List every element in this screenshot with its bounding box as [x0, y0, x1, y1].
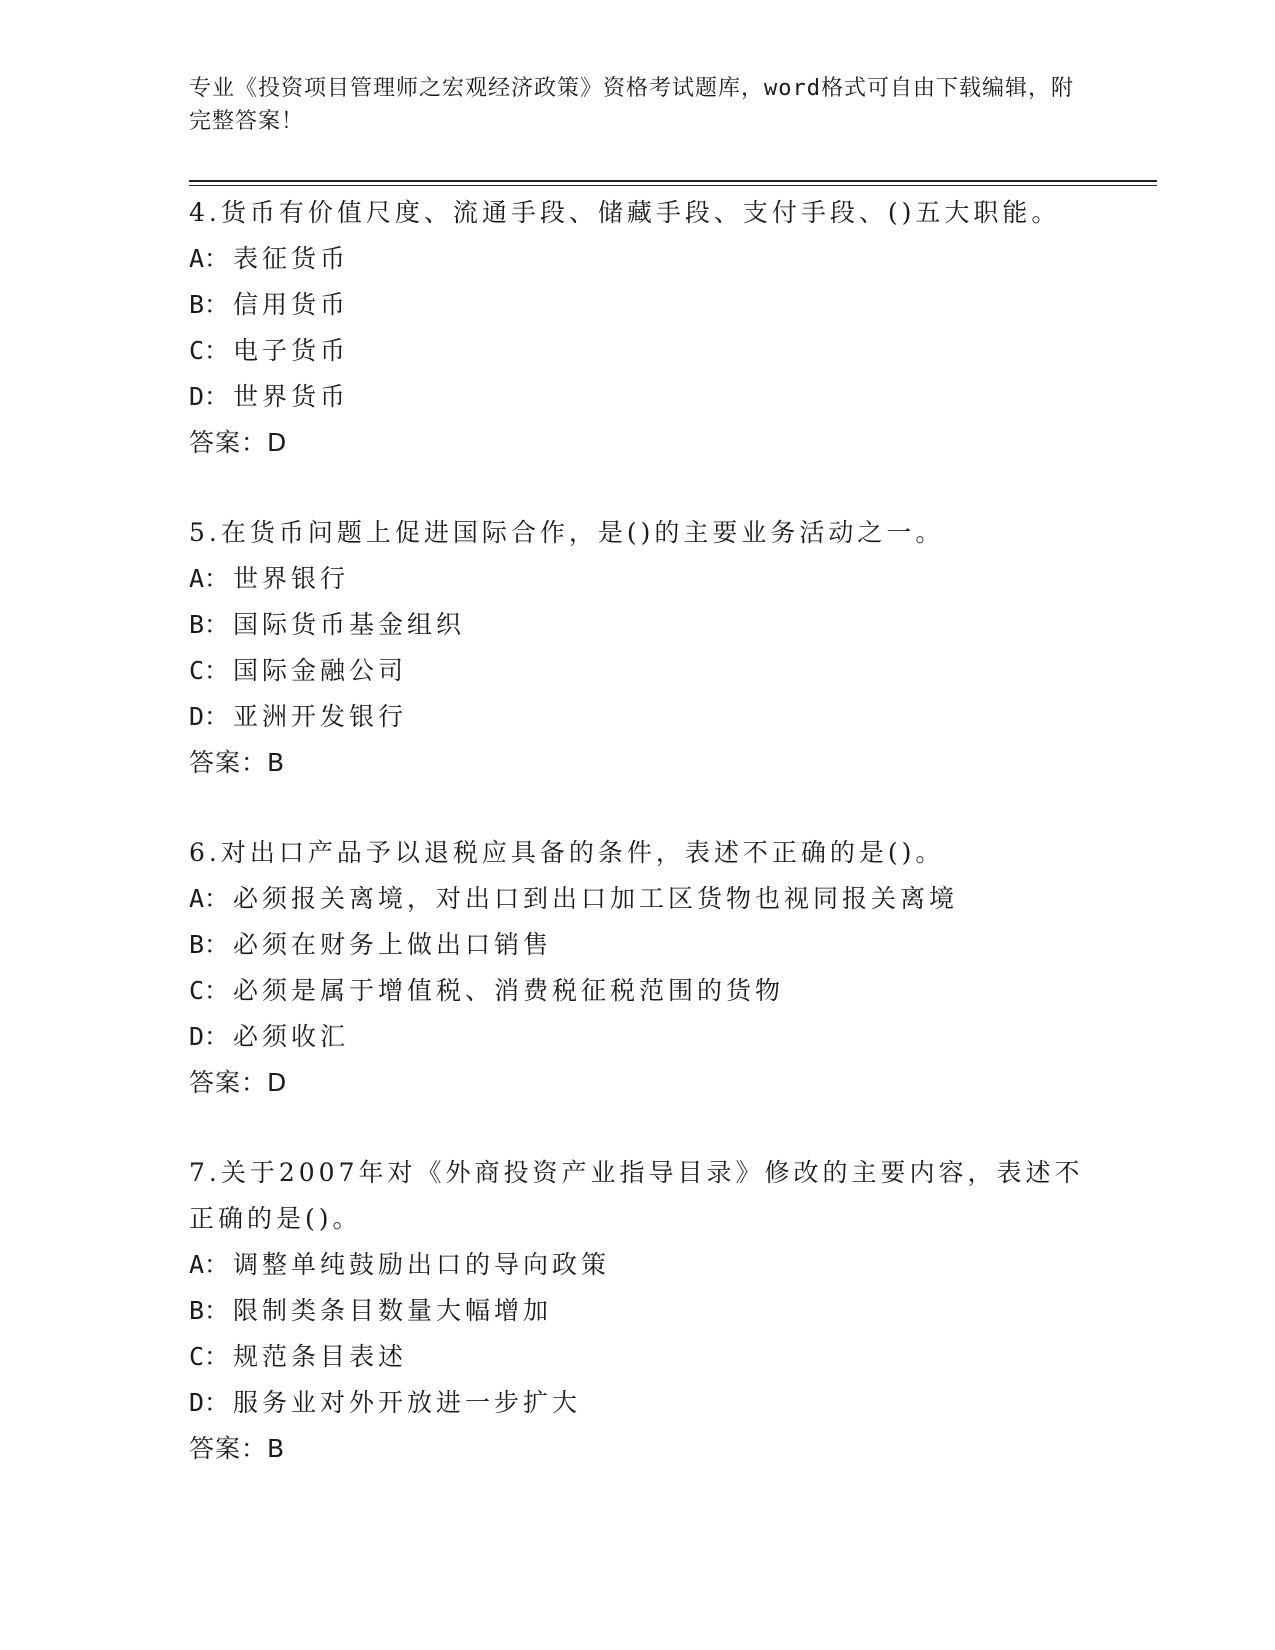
option-d — [189, 694, 1089, 740]
option-key: B： — [189, 610, 230, 639]
option-key: B： — [189, 1296, 230, 1325]
option-text: 调整单纯鼓励出口的导向政策 — [233, 1250, 611, 1279]
question-stem: 4.货币有价值尺度、流通手段、储藏手段、支付手段、()五大职能。 — [189, 198, 1061, 227]
option-d — [189, 1380, 1089, 1426]
option-d — [189, 374, 1089, 420]
option-b — [189, 602, 1089, 648]
option-key: A： — [189, 884, 230, 913]
question-5 — [189, 510, 1089, 786]
option-text: 限制类条目数量大幅增加 — [233, 1296, 553, 1325]
question-6 — [189, 830, 1089, 1106]
option-key: C： — [189, 336, 230, 365]
option-text: 必须报关离境，对出口到出口加工区货物也视同报关离境 — [233, 884, 959, 913]
option-d — [189, 1014, 1089, 1060]
header-divider-thick — [189, 180, 1157, 182]
option-text: 电子货币 — [233, 336, 350, 365]
option-text: 国际金融公司 — [233, 656, 408, 685]
option-b — [189, 282, 1089, 328]
option-text: 服务业对外开放进一步扩大 — [233, 1388, 582, 1417]
option-key: A： — [189, 1250, 230, 1279]
answer-line: 答案：B — [189, 748, 286, 777]
option-key: C： — [189, 976, 230, 1005]
option-a — [189, 876, 1089, 922]
question-stem: 6.对出口产品予以退税应具备的条件，表述不正确的是()。 — [189, 838, 945, 867]
answer-line: 答案：D — [189, 1068, 288, 1097]
answer-line: 答案：B — [189, 1434, 286, 1463]
option-c — [189, 968, 1089, 1014]
document-header-intro: 专业《投资项目管理师之宏观经济政策》资格考试题库，word格式可自由下载编辑，附完整答案！ — [189, 76, 1074, 134]
option-key: C： — [189, 656, 230, 685]
option-key: B： — [189, 930, 230, 959]
option-text: 必须收汇 — [233, 1022, 350, 1051]
option-key: D： — [189, 702, 230, 731]
option-text: 必须在财务上做出口销售 — [233, 930, 553, 959]
option-text: 规范条目表述 — [233, 1342, 408, 1371]
option-a — [189, 556, 1089, 602]
question-4 — [189, 190, 1089, 466]
question-7 — [189, 1150, 1089, 1472]
option-key: B： — [189, 290, 230, 319]
option-key: A： — [189, 564, 230, 593]
header-divider-thin — [189, 185, 1157, 186]
option-key: D： — [189, 1388, 230, 1417]
option-text: 世界货币 — [233, 382, 350, 411]
option-key: D： — [189, 1022, 230, 1051]
option-key: A： — [189, 244, 230, 273]
option-text: 亚洲开发银行 — [233, 702, 408, 731]
option-text: 信用货币 — [233, 290, 350, 319]
option-a — [189, 1242, 1089, 1288]
option-key: D： — [189, 382, 230, 411]
option-c — [189, 328, 1089, 374]
option-text: 表征货币 — [233, 244, 350, 273]
question-stem: 5.在货币问题上促进国际合作，是()的主要业务活动之一。 — [189, 518, 945, 547]
option-c — [189, 648, 1089, 694]
option-c — [189, 1334, 1089, 1380]
option-text: 必须是属于增值税、消费税征税范围的货物 — [233, 976, 785, 1005]
option-key: C： — [189, 1342, 230, 1371]
option-b — [189, 922, 1089, 968]
option-a — [189, 236, 1089, 282]
question-list — [189, 190, 1089, 1516]
question-stem: 7.关于2007年对《外商投资产业指导目录》修改的主要内容，表述不正确的是()。 — [189, 1158, 1084, 1233]
option-text: 世界银行 — [233, 564, 350, 593]
answer-line: 答案：D — [189, 428, 288, 457]
option-b — [189, 1288, 1089, 1334]
option-text: 国际货币基金组织 — [233, 610, 466, 639]
